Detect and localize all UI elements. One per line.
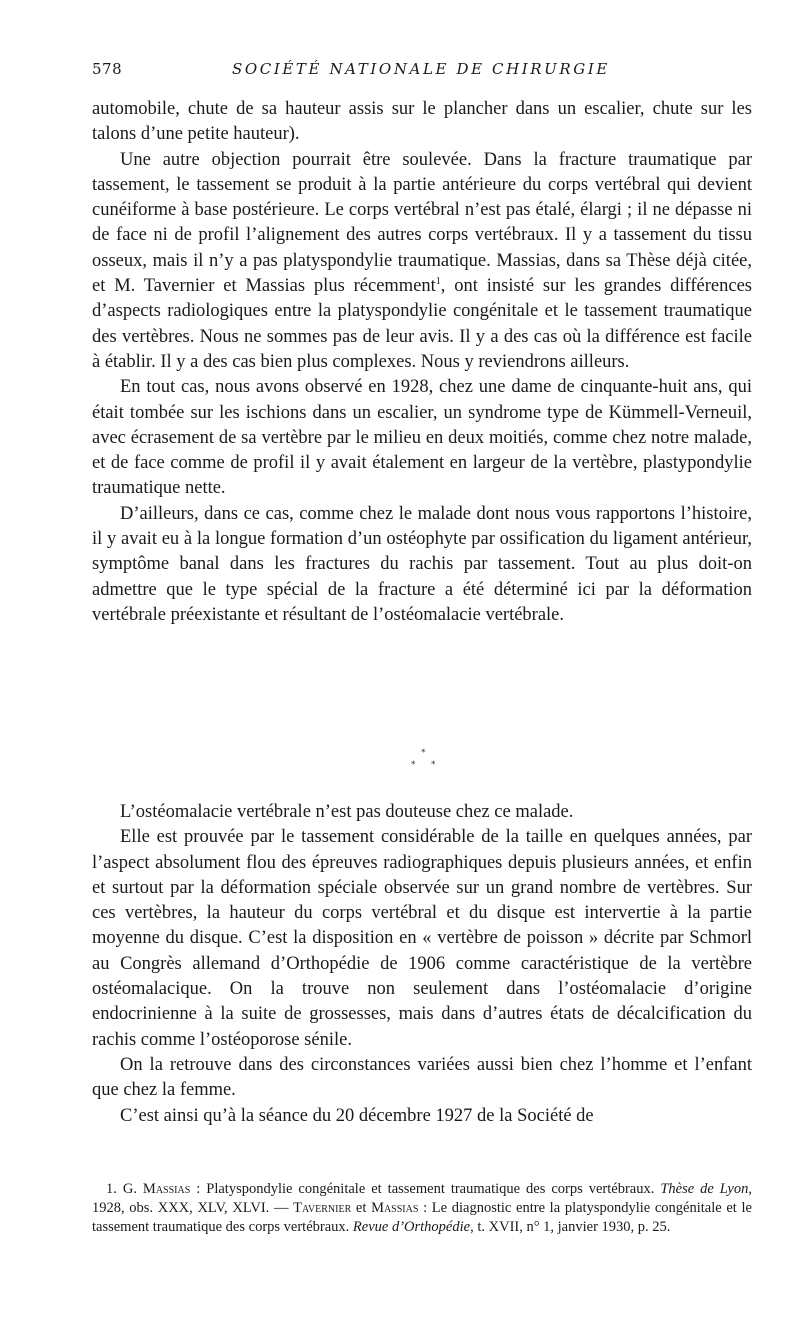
footnote-text-3: et bbox=[351, 1200, 372, 1216]
section2-paragraph-1: L’ostéomalacie vertébrale n’est pas douteuse chez ce malade. bbox=[120, 802, 574, 822]
asterism-star-left: * bbox=[411, 760, 416, 770]
footnote-author-1: G. Massias bbox=[122, 1181, 191, 1197]
running-head bbox=[92, 60, 752, 84]
footnote-journal: Revue d’Orthopédie bbox=[352, 1219, 471, 1235]
footnote-author-3: Massias bbox=[371, 1200, 419, 1216]
header-title: SOCIÉTÉ NATIONALE DE CHIRURGIE bbox=[232, 60, 610, 78]
footnote-text-5: , t. XVII, n° 1, janvier 1930, p. 25. bbox=[470, 1219, 671, 1235]
paragraph-2-text: Une autre objection pourrait être soulevée. Dans la fracture traumatique par tassement, le tassement se produit à la partie antérieure du corps vertébral qui devient cunéiforme à base postérieure. Le corps vertébral n’est pas étalé, élargi ; il ne dépasse ni de face ni de profil l’alignement des autres corps vertébraux. Il y a tassement du tissu osseux, mais il n’y a pas platyspondylie traumatique. Massias, dans sa Thèse déjà citée, et M. Tavernier et Massias plus récemment bbox=[92, 149, 752, 297]
footnote-author-2: Tavernier bbox=[293, 1200, 352, 1216]
section2-paragraph-3: On la retrouve dans des circonstances variées aussi bien chez l’homme et l’enfant que chez la femme. bbox=[92, 1054, 752, 1101]
footnote-mark: 1 bbox=[435, 275, 441, 287]
footnote-number: 1. bbox=[106, 1181, 117, 1197]
footnote-text-1: : Platyspondylie congénitale et tassement traumatique des corps vertébraux. bbox=[190, 1181, 661, 1197]
footnote-text bbox=[92, 1180, 752, 1237]
paragraph-4: D’ailleurs, dans ce cas, comme chez le malade dont nous vous rapportons l’histoire, il y avait eu à la longue formation d’un ostéophyte par ossification du ligament antérieur, symptôme banal dans les fractures du rachis par tassement. Tout au plus doit-on admettre que le type spécial de la fracture a été déterminé ici par la déformation vertébrale préexistante et résultant de l’ostéomalacie vertébrale. bbox=[92, 503, 752, 625]
section2-paragraph-4: C’est ainsi qu’à la séance du 20 décembre 1927 de la Société de bbox=[120, 1105, 594, 1126]
page-number: 578 bbox=[92, 60, 123, 78]
section2-paragraph-2: Elle est prouvée par le tassement considérable de la taille en quelques années, par l’aspect absolument flou des épreuves radiographiques depuis plusieurs années, et enfin et surtout par la déformation spéciale observée sur un grand nombre de vertèbres. Sur ces vertèbres, la hauteur du corps vertébral et du disque est intervertie à la partie moyenne du disque. C’est la disposition en « vertèbre de poisson » décrite par Schmorl au Congrès allemand d’Orthopédie de 1906 comme caractéristique de la vertèbre ostéomalacique. On la trouve non seulement dans l’ostéomalacie d’origine endocrinienne à la suite de grossesses, mais dans d’autres états de décalcification du rachis comme l’ostéoporose sénile. bbox=[92, 827, 752, 1050]
footnote-thesis: Thèse de Lyon bbox=[660, 1181, 749, 1197]
footnote-text-4: : Le diagnostic entre la platyspondylie congénitale et le tassement traumatique des corps vertébraux. bbox=[92, 1200, 752, 1235]
body-section-2 bbox=[92, 800, 752, 1129]
asterism-star-top: * bbox=[421, 748, 426, 758]
body-section-1 bbox=[92, 97, 752, 628]
footnote bbox=[92, 1180, 752, 1237]
asterism-star-right: * bbox=[431, 760, 436, 770]
paragraph-2-cont: , ont insisté sur les grandes différences d’aspects radiologiques entre la platyspondylie congénitale et le tassement traumatique des vertèbres. Nous ne sommes pas de leur avis. Il y a des cas où la différence est facile à établir. Il y a des cas bien plus complexes. Nous y reviendrons ailleurs. bbox=[92, 276, 752, 372]
paragraph-3: En tout cas, nous avons observé en 1928, chez une dame de cinquante-huit ans, qui était tombée sur les ischions dans un escalier, un syndrome type de Kümmell-Verneuil, avec écrasement de sa vertèbre par le milieu en deux moitiés, comme chez notre malade, et de face comme de profil il y avait étalement en largeur de la vertèbre, plastypondylie traumatique nette. bbox=[92, 377, 752, 499]
paragraph-1: automobile, chute de sa hauteur assis sur le plancher dans un escalier, chute sur les talons d’une petite hauteur). bbox=[92, 99, 752, 145]
paragraph-2 bbox=[92, 148, 752, 376]
footnote-text-2: , 1928, obs. XXX, XLV, XLVI. — bbox=[92, 1181, 752, 1216]
asterism-divider bbox=[0, 748, 800, 778]
